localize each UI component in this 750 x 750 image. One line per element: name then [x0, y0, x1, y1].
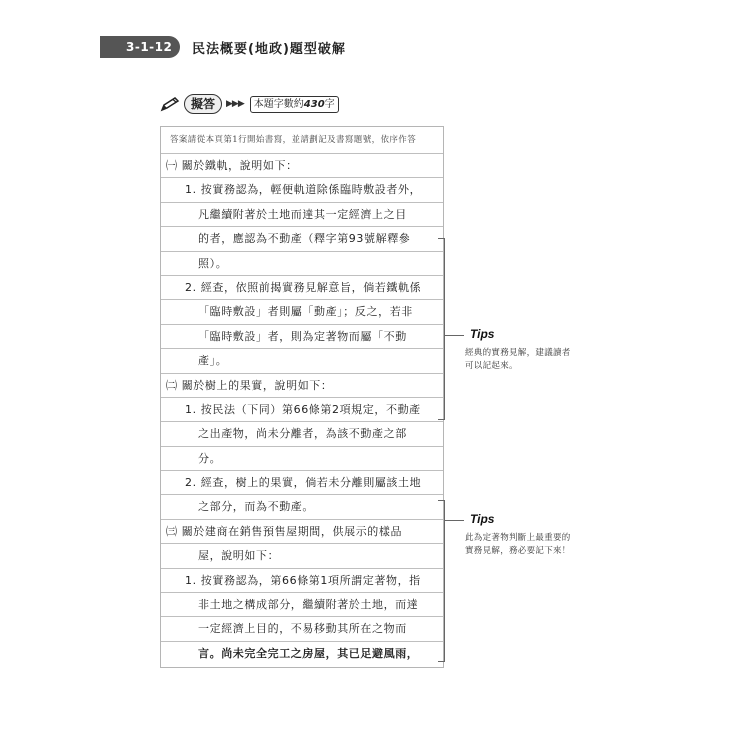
answer-line-text: 2. 經查，樹上的果實，倘若未分離則屬該土地	[185, 476, 422, 490]
answer-line	[161, 226, 443, 250]
tip-bracket-2	[438, 500, 445, 662]
word-count-badge	[250, 96, 339, 113]
answer-line-text: 的者，應認為不動產（釋字第93號解釋參	[198, 232, 411, 246]
chapter-header	[100, 36, 346, 58]
answer-line	[161, 641, 443, 665]
answer-line	[161, 348, 443, 372]
sheet-instruction: 答案請從本頁第1行開始書寫，並請劃記及書寫題號，依序作答	[170, 135, 417, 145]
answer-line-text: 非土地之構成部分，繼續附著於土地，而達	[198, 598, 419, 612]
tip-text-1: 經典的實務見解，建議讀者可以記起來。	[465, 348, 571, 371]
answer-bar	[160, 94, 339, 114]
answer-line-text: ㈠ 關於鐵軌，說明如下：	[166, 159, 298, 172]
answer-line-text: 1. 按實務認為，輕便軌道除係臨時敷設者外，	[185, 183, 422, 197]
answer-line	[161, 153, 443, 177]
tip-heading-2: Tips	[470, 512, 495, 526]
answer-line-text: 一定經濟上目的，不易移動其所在之物而	[198, 622, 407, 636]
tip-connector-1	[444, 335, 464, 336]
section-number: 3-1-12	[100, 36, 180, 58]
answer-line	[161, 568, 443, 592]
answer-line-text: ㈡ 關於樹上的果實，說明如下：	[166, 378, 333, 392]
answer-line-text: 凡繼續附著於土地而達其一定經濟上之目	[198, 207, 407, 221]
answer-line	[161, 470, 443, 494]
answer-line-text: 產」。	[198, 354, 228, 368]
answer-line	[161, 616, 443, 640]
answer-label: 擬答	[184, 94, 222, 114]
word-count-prefix: 本題字數約	[253, 98, 304, 110]
answer-line	[161, 446, 443, 470]
answer-line-text: 之部分，而為不動產。	[198, 500, 314, 514]
answer-line-text: 1. 按實務認為，第66條第1項所謂定著物，指	[185, 573, 421, 587]
answer-line	[161, 543, 443, 567]
word-count-value: 430	[303, 98, 325, 110]
answer-line	[161, 519, 443, 543]
chapter-title: 民法概要(地政)題型破解	[192, 41, 346, 57]
answer-line-text: 「臨時敷設」者則屬「動產」；反之，若非	[198, 305, 413, 319]
answer-line-text: 「臨時敷設」者，則為定著物而屬「不動	[198, 329, 407, 343]
word-count-suffix: 字	[324, 98, 335, 110]
answer-line	[161, 299, 443, 323]
answer-line	[161, 494, 443, 518]
tip-bracket-1	[438, 238, 445, 420]
answer-line-text: 言。尚未完全完工之房屋，其已足避風雨，	[198, 646, 419, 660]
answer-line-text: 2. 經查，依照前揭實務見解意旨，倘若鐵軌係	[185, 280, 422, 294]
answer-line	[161, 275, 443, 299]
triple-arrow-icon: ▶▶▶	[226, 99, 244, 109]
answer-line	[161, 251, 443, 275]
answer-line	[161, 177, 443, 201]
answer-line-text: 分。	[198, 451, 222, 465]
answer-line	[161, 592, 443, 616]
answer-lines	[161, 153, 443, 665]
tip-text-2: 此為定著物判斷上最重要的實務見解，務必要記下來！	[465, 533, 571, 556]
answer-line	[161, 324, 443, 348]
tip-connector-2	[444, 520, 464, 521]
tip-heading-1: Tips	[470, 327, 495, 341]
answer-line-text: 照）。	[198, 256, 228, 270]
answer-line-text: 屋，說明如下：	[198, 549, 280, 563]
answer-line	[161, 373, 443, 397]
answer-line-text: ㈢ 關於建商在銷售預售屋期間，供展示的樣品	[166, 524, 403, 538]
answer-line-text: 之出產物，尚未分離者，為該不動產之部	[198, 427, 407, 441]
answer-line	[161, 421, 443, 445]
answer-line-text: 1. 按民法（下同）第66條第2項規定，不動產	[185, 402, 421, 416]
pencil-icon	[160, 96, 182, 112]
answer-line	[161, 202, 443, 226]
answer-line	[161, 397, 443, 421]
answer-sheet	[160, 126, 444, 668]
